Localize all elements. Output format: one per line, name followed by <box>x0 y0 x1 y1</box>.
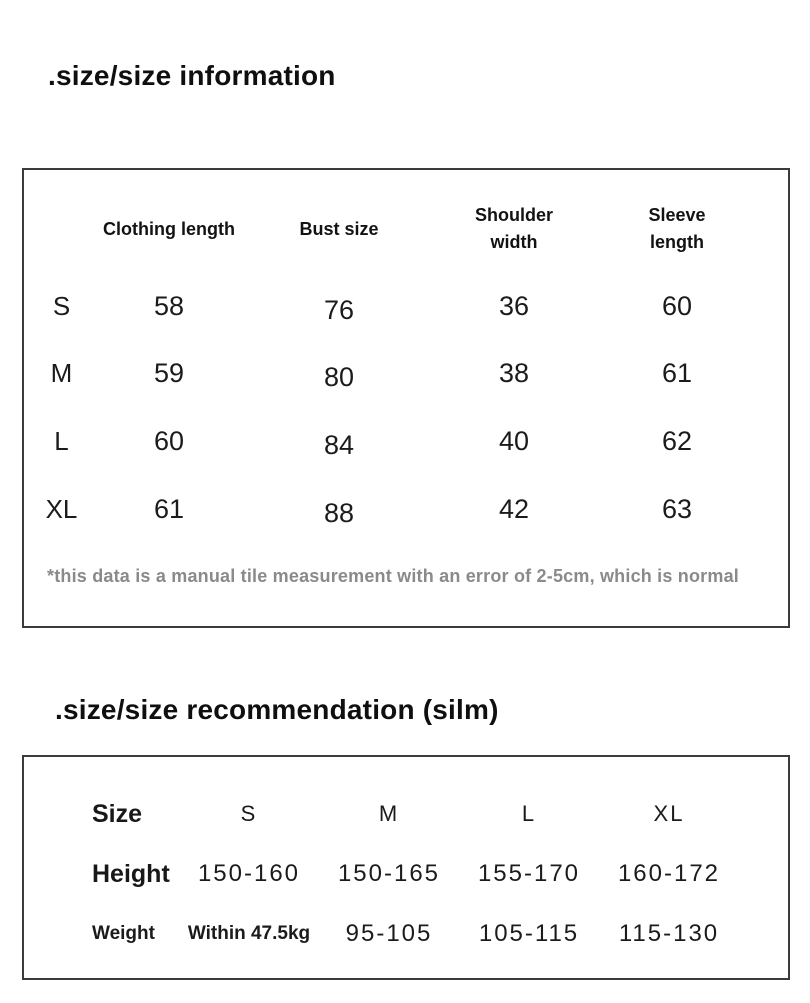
weight-row <box>24 904 788 964</box>
weight-value-m: 95-105 <box>345 920 433 947</box>
header-sleeve-length: Sleeve length <box>648 205 706 252</box>
sleeve-length-value: 61 <box>661 357 693 388</box>
size-column-s: S <box>240 801 258 826</box>
height-value-l: 155-170 <box>477 860 581 887</box>
shoulder-width-value: 42 <box>498 493 530 524</box>
measurement-note: *this data is a manual tile measurement with an error of 2-5cm, which is normal <box>47 566 739 586</box>
bust-size-value: 76 <box>323 294 355 325</box>
size-column-l: L <box>521 801 537 826</box>
height-row <box>24 844 788 904</box>
size-recommendation-table-header <box>24 784 788 844</box>
size-information-table <box>22 168 790 628</box>
weight-value-l: 105-115 <box>478 920 580 947</box>
shoulder-width-value: 40 <box>498 425 530 456</box>
sleeve-length-value: 60 <box>661 290 693 321</box>
table-row-l <box>24 408 788 474</box>
height-label: Height <box>92 859 170 888</box>
header-bust-size: Bust size <box>299 218 379 239</box>
table-row-s <box>24 273 788 339</box>
weight-value-xl: 115-130 <box>618 920 720 947</box>
header-clothing-length: Clothing length <box>103 218 235 239</box>
size-column-m: M <box>378 801 400 826</box>
bust-size-value: 88 <box>323 497 355 528</box>
size-information-table-header <box>24 186 788 272</box>
clothing-length-value: 60 <box>153 425 185 456</box>
height-value-s: 150-160 <box>197 860 301 887</box>
table-row-m <box>24 340 788 406</box>
sleeve-length-value: 63 <box>661 493 693 524</box>
clothing-length-value: 58 <box>153 290 185 321</box>
weight-value-s: Within 47.5kg <box>187 923 311 944</box>
sleeve-length-value: 62 <box>661 425 693 456</box>
size-label: L <box>54 425 69 456</box>
bust-size-value: 80 <box>323 361 355 392</box>
clothing-length-value: 61 <box>153 493 185 524</box>
clothing-length-value: 59 <box>153 357 185 388</box>
size-label: M <box>50 357 73 388</box>
weight-label: Weight <box>92 923 155 944</box>
table-row-xl <box>24 476 788 542</box>
size-column-xl: XL <box>653 801 685 826</box>
size-header-label: Size <box>92 799 143 828</box>
height-value-m: 150-165 <box>337 860 441 887</box>
size-label: S <box>52 290 71 321</box>
size-recommendation-table <box>22 755 790 980</box>
size-recommendation-title: .size/size recommendation (silm) <box>55 694 499 725</box>
shoulder-width-value: 36 <box>498 290 530 321</box>
height-value-xl: 160-172 <box>617 860 721 887</box>
bust-size-value: 84 <box>323 429 355 460</box>
shoulder-width-value: 38 <box>498 357 530 388</box>
size-label: XL <box>45 493 78 524</box>
size-information-title: .size/size information <box>48 60 336 91</box>
header-shoulder-width: Shoulder width <box>474 205 553 252</box>
